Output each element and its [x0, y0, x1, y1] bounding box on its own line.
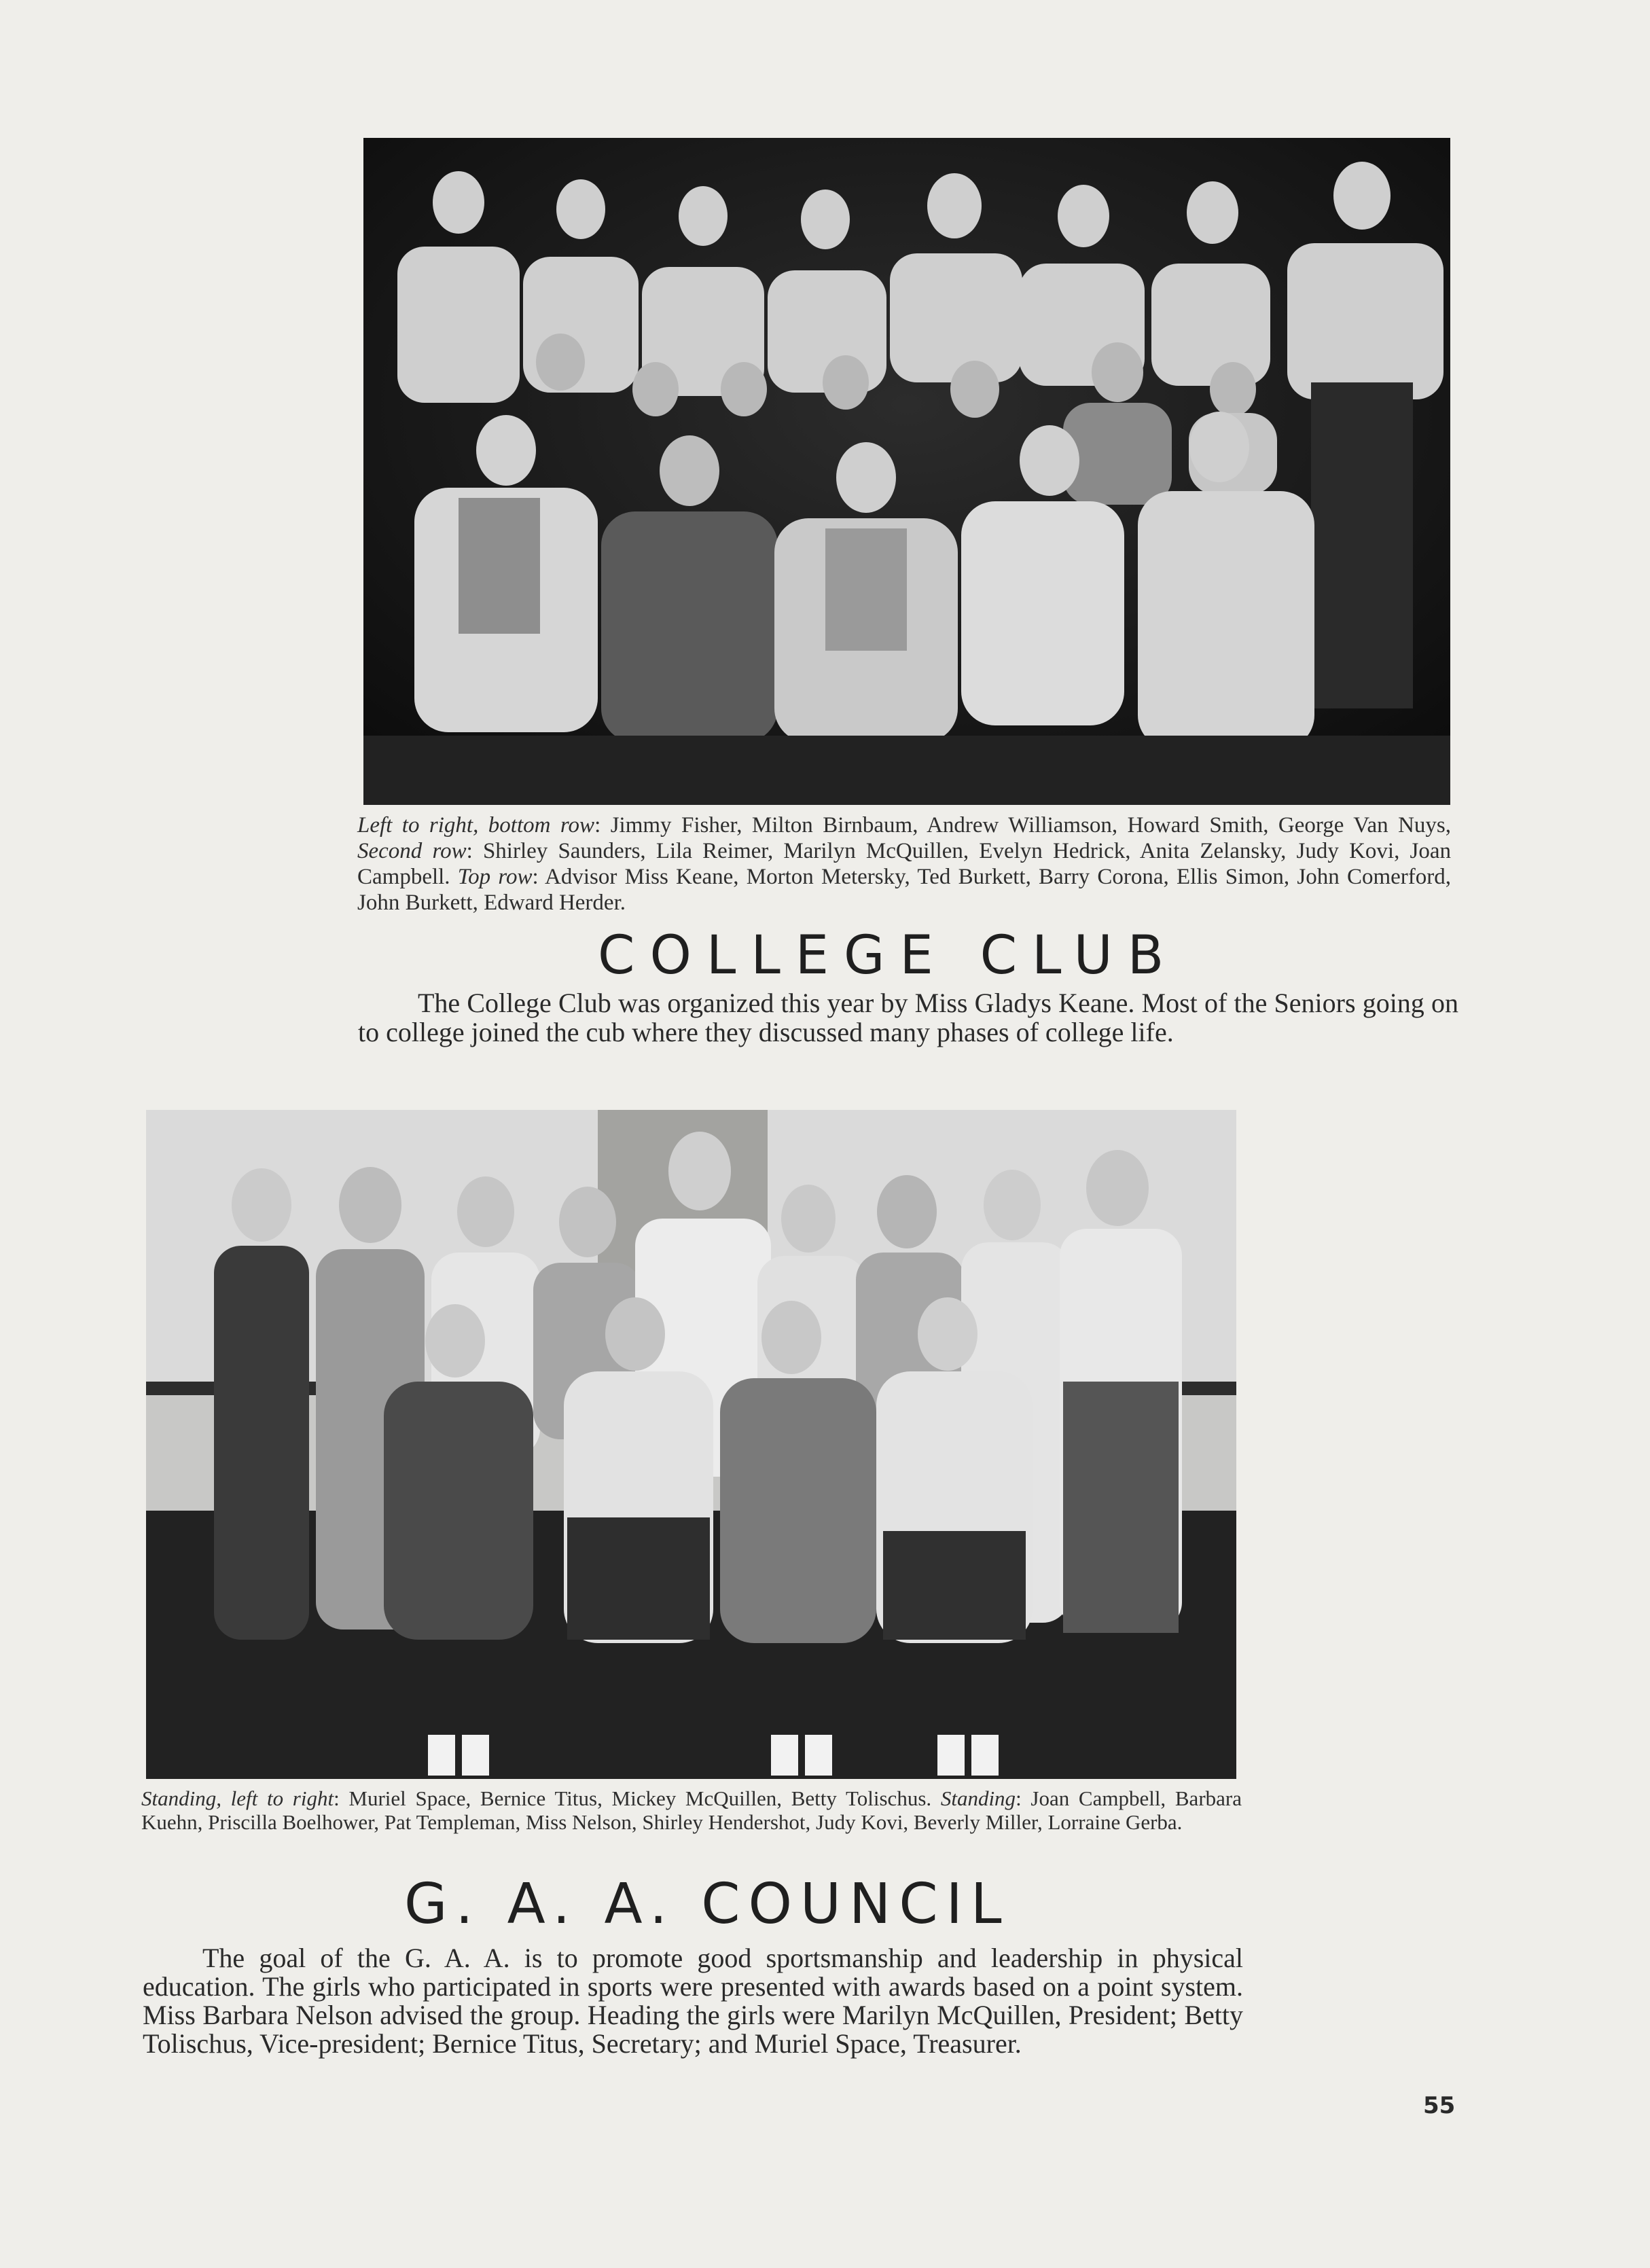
- caption-label-top-row: Top row: [457, 865, 533, 889]
- college-club-description: The College Club was organized this year by Miss Gladys Keane. Most of the Seniors going on to college joined the cub where they discussed many phases of college life.: [358, 988, 1458, 1047]
- page-number: 55: [1423, 2092, 1456, 2119]
- gaa-council-photo: [146, 1110, 1236, 1779]
- college-club-photo: [363, 138, 1450, 805]
- caption-names-standing: : Joan Campbell, Barbara Kuehn, Priscilla Boelhower, Pat Templeman, Miss Nelson, Shirley Hendershot, Judy Kovi, Beverly Miller, Lorraine Gerba.: [141, 1786, 1242, 1834]
- college-club-photo-image: [363, 138, 1450, 805]
- gaa-council-caption: [141, 1786, 1242, 1834]
- caption-label-standing: Standing: [940, 1786, 1016, 1810]
- college-club-title: COLLEGE CLUB: [598, 925, 1179, 986]
- caption-label-bottom-row: Left to right, bottom row: [357, 813, 595, 838]
- caption-label-second-row: Second row: [357, 839, 467, 863]
- college-club-caption: [357, 812, 1451, 916]
- caption-names-bottom-row: : Jimmy Fisher, Milton Birnbaum, Andrew Williamson, Howard Smith, George Van Nuys,: [594, 813, 1452, 838]
- caption-names-top-row: : Advisor Miss Keane, Morton Metersky, Ted Burkett, Barry Corona, Ellis Simon, John Comerford, John Burkett, Edward Herder.: [357, 865, 1452, 915]
- gaa-council-title: G. A. A. COUNCIL: [404, 1872, 1010, 1937]
- caption-label-first-row: Standing, left to right: [141, 1786, 334, 1810]
- gaa-council-description: The goal of the G. A. A. is to promote good sportsmanship and leadership in physical education. The girls who participated in sports were presented with awards based on a point system. Miss Barbara Nelson advised the group. Heading the girls were Marilyn McQuillen, President; Betty Tolischus, Vice-president; Bernice Titus, Secretary; and Muriel Space, Treasurer.: [143, 1943, 1243, 2059]
- caption-names-first-row: : Muriel Space, Bernice Titus, Mickey McQuillen, Betty Tolischus.: [334, 1786, 941, 1810]
- caption-names-second-row: : Shirley Saunders, Lila Reimer, Marilyn McQuillen, Evelyn Hedrick, Anita Zelansky, Judy Kovi, Joan Campbell.: [357, 839, 1451, 889]
- gaa-council-photo-image: [146, 1110, 1236, 1779]
